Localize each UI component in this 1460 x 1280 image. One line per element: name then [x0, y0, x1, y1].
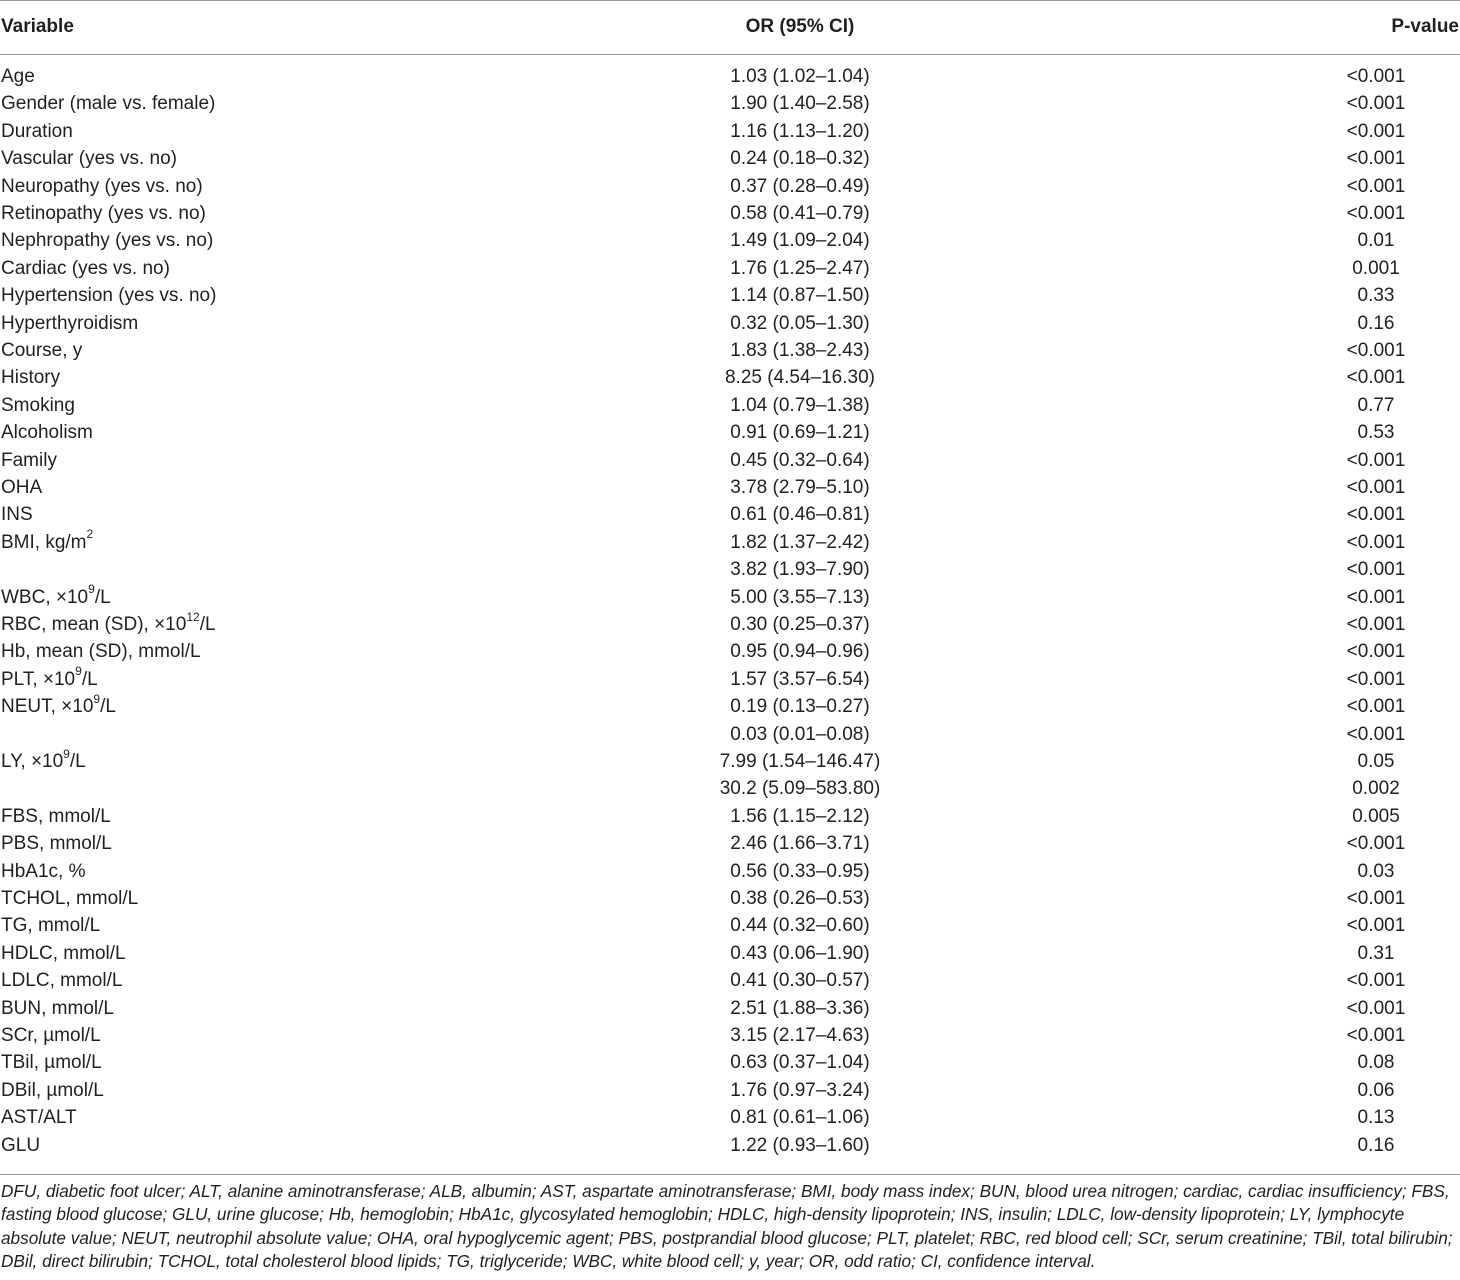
variable-text: History [1, 367, 61, 389]
table-row [0, 584, 1460, 611]
cell-variable [1, 340, 82, 362]
variable-text: DBil, µmol/L [1, 1079, 104, 1101]
cell-or-ci: 1.82 (1.37–2.42) [730, 531, 870, 553]
table-row [0, 337, 1460, 364]
cell-p-value: 0.002 [1352, 778, 1400, 800]
cell-p-value: <0.001 [1346, 175, 1406, 197]
variable-superscript: 9 [63, 746, 70, 761]
table-row [0, 638, 1460, 665]
cell-or-ci: 2.51 (1.88–3.36) [730, 997, 870, 1019]
cell-variable [1, 285, 216, 307]
cell-p-value: <0.001 [1346, 614, 1406, 635]
cell-p-value: <0.001 [1346, 531, 1406, 553]
cell-p-value: <0.001 [1346, 367, 1406, 389]
variable-text: SCr, µmol/L [1, 1025, 101, 1046]
variable-text: INS [1, 504, 33, 526]
variable-text: Course, y [1, 340, 83, 361]
table-row [0, 611, 1460, 638]
variable-superscript: 9 [88, 582, 95, 597]
cell-p-value: 0.01 [1357, 230, 1395, 252]
table-row [0, 282, 1460, 309]
variable-superscript: 2 [86, 527, 94, 542]
cell-p-value: 0.05 [1357, 751, 1395, 772]
table-row [0, 693, 1460, 720]
variable-text: Gender (male vs. female) [1, 93, 216, 115]
table-row [0, 227, 1460, 254]
cell-or-ci: 0.19 (0.13–0.27) [730, 696, 870, 718]
cell-or-ci: 0.32 (0.05–1.30) [730, 312, 870, 334]
cell-or-ci: 8.25 (4.54–16.30) [724, 367, 875, 389]
cell-variable [1, 609, 216, 636]
cell-or-ci: 1.04 (0.79–1.38) [730, 394, 870, 416]
cell-variable [1, 66, 35, 88]
table-row [0, 748, 1460, 775]
variable-unit-tail: /L [199, 614, 216, 635]
cell-variable [1, 1107, 77, 1129]
table-row [0, 118, 1460, 145]
cell-variable [1, 367, 60, 389]
cell-variable [1, 888, 138, 910]
variable-text: Cardiac (yes vs. no) [1, 257, 170, 279]
table-row [0, 721, 1460, 748]
bottom-rule [0, 1174, 1460, 1175]
cell-p-value: <0.001 [1346, 696, 1406, 718]
table-row [0, 255, 1460, 282]
cell-variable [1, 477, 42, 499]
cell-or-ci: 0.03 (0.01–0.08) [730, 723, 870, 745]
cell-p-value: 0.16 [1357, 312, 1395, 334]
cell-variable [1, 148, 177, 170]
cell-variable [1, 230, 213, 252]
cell-variable [1, 422, 93, 444]
cell-p-value: <0.001 [1346, 641, 1406, 663]
cell-p-value: 0.08 [1357, 1052, 1395, 1074]
cell-variable [1, 582, 111, 609]
variable-text: Neuropathy (yes vs. no) [1, 175, 203, 197]
cell-variable [1, 861, 85, 883]
table-row [0, 858, 1460, 885]
table-row [0, 1049, 1460, 1076]
variable-text: Hyperthyroidism [1, 312, 139, 334]
variable-unit-tail: /L [81, 668, 98, 690]
cell-or-ci: 0.24 (0.18–0.32) [730, 148, 870, 170]
table-row [0, 1077, 1460, 1104]
cell-or-ci: 0.63 (0.37–1.04) [730, 1052, 870, 1074]
table-row [0, 1022, 1460, 1049]
variable-unit-tail: /L [100, 696, 116, 718]
table-row [0, 666, 1460, 693]
table-row [0, 447, 1460, 474]
table-row [0, 912, 1460, 939]
cell-or-ci: 5.00 (3.55–7.13) [730, 586, 870, 608]
variable-text: Retinopathy (yes vs. no) [1, 203, 206, 224]
table-row [0, 200, 1460, 227]
variable-text: BMI, kg/m [1, 531, 87, 553]
cell-p-value: 0.005 [1352, 805, 1400, 827]
table-row [0, 474, 1460, 501]
variable-superscript: 9 [75, 664, 82, 679]
cell-or-ci: 3.82 (1.93–7.90) [730, 559, 870, 581]
cell-variable [1, 121, 73, 143]
table-row [0, 392, 1460, 419]
cell-p-value: <0.001 [1346, 504, 1406, 526]
variable-text: Family [1, 449, 57, 471]
cell-p-value: <0.001 [1346, 449, 1406, 471]
cell-or-ci: 1.76 (1.25–2.47) [730, 257, 870, 279]
variable-text: LDLC, mmol/L [1, 970, 123, 992]
cell-or-ci: 1.03 (1.02–1.04) [730, 66, 870, 87]
cell-variable [1, 176, 203, 198]
variable-text: Vascular (yes vs. no) [1, 148, 177, 170]
cell-p-value: <0.001 [1346, 477, 1406, 498]
cell-p-value: 0.06 [1357, 1079, 1395, 1101]
cell-variable [1, 313, 138, 335]
cell-or-ci: 2.46 (1.66–3.71) [730, 833, 870, 855]
cell-p-value: 0.13 [1357, 1107, 1395, 1129]
cell-or-ci: 0.41 (0.30–0.57) [730, 970, 870, 992]
cell-variable [1, 395, 75, 417]
cell-p-value: 0.33 [1357, 285, 1395, 307]
cell-variable [1, 1080, 104, 1102]
cell-or-ci: 1.56 (1.15–2.12) [730, 805, 870, 827]
cell-p-value: <0.001 [1346, 997, 1406, 1019]
variable-text: Alcoholism [1, 422, 93, 444]
variable-text: TCHOL, mmol/L [1, 888, 139, 909]
variable-text: NEUT, ×10 [1, 696, 94, 718]
variable-superscript: 9 [93, 691, 101, 706]
variable-text: AST/ALT [1, 1107, 77, 1129]
cell-variable [1, 258, 170, 280]
cell-p-value: <0.001 [1346, 586, 1406, 608]
variable-unit-tail: /L [69, 751, 86, 772]
table-row [0, 419, 1460, 446]
variable-text: FBS, mmol/L [1, 805, 111, 827]
cell-p-value: <0.001 [1346, 148, 1406, 170]
cell-or-ci: 7.99 (1.54–146.47) [719, 751, 881, 772]
cell-or-ci: 1.14 (0.87–1.50) [730, 285, 870, 307]
cell-p-value: <0.001 [1346, 915, 1406, 937]
cell-or-ci: 0.30 (0.25–0.37) [730, 614, 870, 635]
cell-or-ci: 1.22 (0.93–1.60) [730, 1134, 870, 1156]
cell-variable [1, 970, 122, 992]
table-row [0, 1132, 1460, 1159]
variable-text: HDLC, mmol/L [1, 942, 126, 964]
cell-variable [1, 664, 98, 691]
cell-or-ci: 1.49 (1.09–2.04) [730, 230, 870, 252]
variable-text: WBC, ×10 [1, 586, 89, 608]
table-row [0, 529, 1460, 556]
cell-p-value: 0.001 [1352, 257, 1400, 279]
header-rule [0, 54, 1460, 55]
table-row [0, 556, 1460, 583]
table-row [0, 1104, 1460, 1131]
cell-or-ci: 0.61 (0.46–0.81) [730, 504, 870, 526]
cell-or-ci: 0.45 (0.32–0.64) [730, 449, 870, 471]
cell-or-ci: 0.91 (0.69–1.21) [730, 422, 870, 444]
cell-or-ci: 0.37 (0.28–0.49) [730, 175, 870, 197]
cell-p-value: 0.31 [1357, 942, 1395, 964]
variable-text: PLT, ×10 [1, 668, 76, 690]
cell-or-ci: 0.58 (0.41–0.79) [730, 203, 870, 224]
footnote: DFU, diabetic foot ulcer; ALT, alanine aminotransferase; ALB, albumin; AST, aspartate aminotransferase; BMI, body mass index; BUN, blood urea nitrogen; cardiac, cardiac insufficiency; FBS, fasting blood glucose; GLU, urine glucose; Hb, hemoglobin; HbA1c, glycosylated hemoglobin; HDLC, high-density lipoprotein; INS, insulin; LDLC, low-density lipoprotein; LY, lymphocyte absolute value; NEUT, neutrophil absolute value; OHA, oral hypoglycemic agent; PBS, postprandial blood glucose; PLT, platelet; RBC, red blood cell; SCr, serum creatinine; TBil, total bilirubin; DBil, direct bilirubin; TCHOL, total cholesterol blood lipids; TG, triglyceride; WBC, white blood cell; y, year; OR, odd ratio; CI, confidence interval. [1, 1181, 1453, 1271]
cell-or-ci: 3.15 (2.17–4.63) [730, 1025, 870, 1046]
cell-or-ci: 30.2 (5.09–583.80) [719, 778, 881, 800]
cell-or-ci: 0.56 (0.33–0.95) [730, 860, 870, 882]
variable-text: Hypertension (yes vs. no) [1, 285, 217, 307]
variable-text: PBS, mmol/L [1, 833, 112, 855]
table-row [0, 310, 1460, 337]
variable-text: Age [1, 66, 35, 87]
cell-p-value: 0.53 [1357, 422, 1395, 444]
cell-p-value: <0.001 [1346, 340, 1406, 361]
variable-text: OHA [1, 477, 43, 498]
table-row [0, 885, 1460, 912]
cell-variable [1, 691, 116, 718]
table-row [0, 173, 1460, 200]
table-row [0, 967, 1460, 994]
cell-variable [1, 504, 33, 526]
variable-text: LY, ×10 [1, 751, 64, 772]
cell-p-value: 0.03 [1357, 860, 1395, 882]
table-row [0, 90, 1460, 117]
variable-text: Smoking [1, 394, 75, 416]
table-row [0, 940, 1460, 967]
cell-variable [1, 746, 86, 773]
table-row [0, 995, 1460, 1022]
table-row [0, 364, 1460, 391]
cell-or-ci: 1.83 (1.38–2.43) [730, 340, 870, 361]
cell-p-value: <0.001 [1346, 66, 1406, 87]
cell-variable [1, 1052, 102, 1074]
cell-p-value: <0.001 [1346, 970, 1406, 992]
cell-p-value: 0.16 [1357, 1134, 1395, 1156]
cell-variable [1, 915, 100, 937]
cell-or-ci: 0.38 (0.26–0.53) [730, 888, 870, 909]
cell-variable [1, 1025, 101, 1047]
cell-p-value: <0.001 [1346, 203, 1406, 224]
table-row [0, 501, 1460, 528]
table-row [0, 775, 1460, 802]
cell-p-value: <0.001 [1346, 888, 1406, 909]
variable-text: RBC, mean (SD), ×10 [1, 614, 187, 635]
variable-text: BUN, mmol/L [1, 997, 114, 1019]
variable-superscript: 12 [186, 609, 200, 624]
table-row [0, 830, 1460, 857]
variable-text: Hb, mean (SD), mmol/L [1, 641, 201, 663]
cell-variable [1, 93, 215, 115]
variable-text: TBil, µmol/L [1, 1052, 102, 1074]
cell-or-ci: 1.76 (0.97–3.24) [730, 1079, 870, 1101]
cell-p-value: 0.77 [1357, 394, 1395, 416]
cell-or-ci: 0.95 (0.94–0.96) [730, 641, 870, 663]
table-row [0, 803, 1460, 830]
variable-text: Nephropathy (yes vs. no) [1, 230, 214, 252]
variable-text: TG, mmol/L [1, 915, 101, 937]
variable-text: GLU [1, 1134, 41, 1156]
cell-variable [1, 450, 57, 472]
cell-p-value: <0.001 [1346, 120, 1406, 142]
cell-or-ci: 0.81 (0.61–1.06) [730, 1107, 870, 1129]
cell-variable [1, 527, 94, 554]
cell-or-ci: 1.57 (3.57–6.54) [730, 668, 870, 690]
cell-variable [1, 806, 111, 828]
cell-or-ci: 3.78 (2.79–5.10) [730, 477, 870, 498]
cell-variable [1, 998, 114, 1020]
cell-p-value: <0.001 [1346, 559, 1406, 581]
cell-variable [1, 641, 201, 663]
variable-unit-tail: /L [94, 586, 111, 608]
header-variable: Variable [1, 16, 74, 37]
variable-text: Duration [1, 120, 73, 142]
cell-or-ci: 0.43 (0.06–1.90) [730, 942, 870, 964]
table-row [0, 145, 1460, 172]
variable-text: HbA1c, % [1, 860, 86, 882]
cell-p-value: <0.001 [1346, 668, 1406, 690]
cell-variable [1, 203, 206, 225]
cell-variable [1, 943, 126, 965]
table-header [0, 0, 1460, 54]
cell-p-value: <0.001 [1346, 833, 1406, 855]
cell-p-value: <0.001 [1346, 93, 1406, 115]
cell-variable [1, 1135, 40, 1157]
header-or: OR (95% CI) [745, 16, 855, 37]
cell-or-ci: 1.90 (1.40–2.58) [730, 93, 870, 115]
cell-or-ci: 1.16 (1.13–1.20) [730, 120, 870, 142]
header-p-value: P-value [1391, 16, 1459, 37]
table-row [0, 63, 1460, 90]
cell-variable [1, 833, 112, 855]
cell-p-value: <0.001 [1346, 723, 1406, 745]
cell-p-value: <0.001 [1346, 1025, 1406, 1046]
cell-or-ci: 0.44 (0.32–0.60) [730, 915, 870, 937]
